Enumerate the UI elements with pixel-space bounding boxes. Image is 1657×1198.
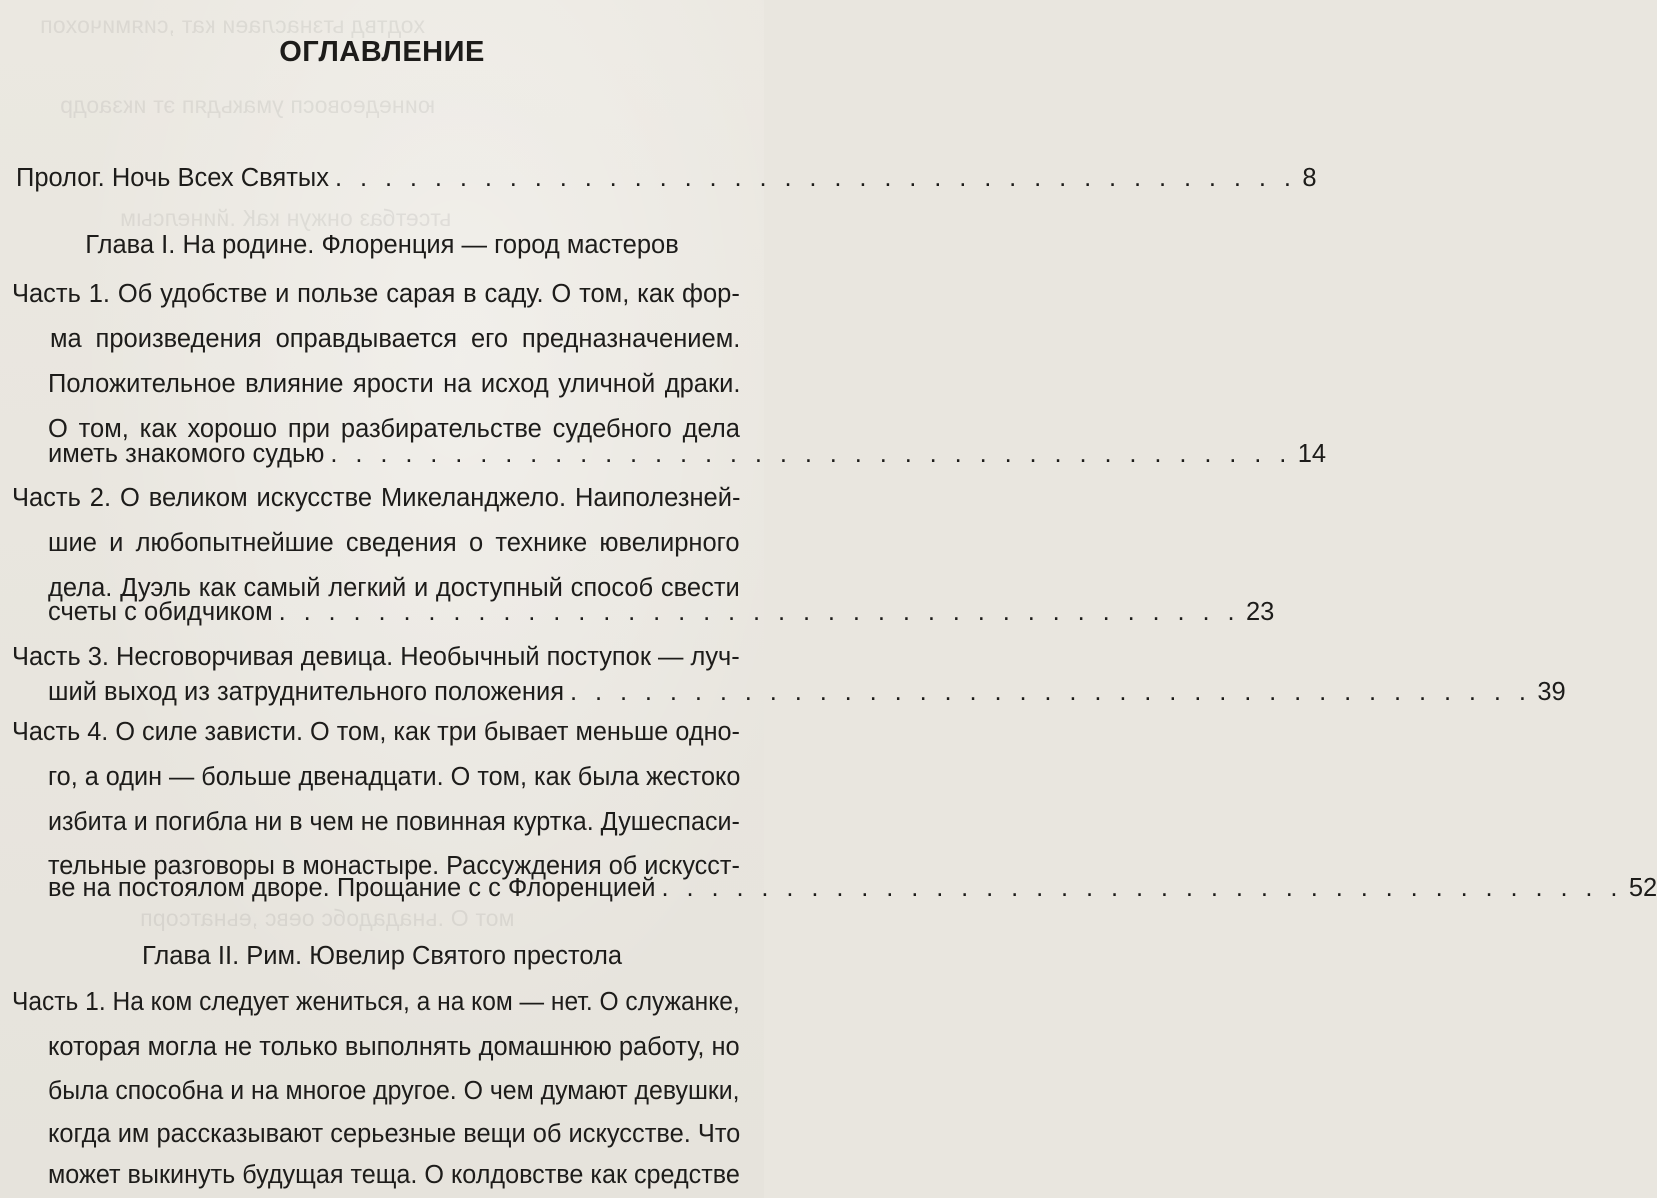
toc-entry-last-line xyxy=(48,678,1566,706)
dot-leader: . . . . . . . . . . . . . . . . . . . . . . . . . . . . . . . . . . . . . . . xyxy=(278,598,1240,626)
toc-entry-line: О том, как хорошо при разбирательстве судебного дела xyxy=(48,415,740,443)
toc-entry-line: была способна и на многое другое. О чем думают девушки, xyxy=(48,1077,740,1105)
page-number: 52 xyxy=(1628,874,1657,902)
toc-entry-line: которая могла не только выполнять домашнюю работу, но xyxy=(48,1033,740,1061)
toc-entry-text: ший выход из затруднительного положения xyxy=(48,678,565,706)
show-through-texture: юинедеовосп умакьдяп эт икзаодр xyxy=(60,92,436,118)
toc-entry-line: ма произведения оправдывается его предназначением. xyxy=(50,325,741,353)
page-title: ОГЛАВЛЕНИЕ xyxy=(279,36,485,68)
toc-entry-text: иметь знакомого судью xyxy=(48,440,325,468)
show-through-texture: ходтвд ьтзнаслаеи кат ,сиямичохоп xyxy=(40,12,425,38)
page-number: 8 xyxy=(1302,164,1317,192)
toc-entry-line: го, а один — больше двенадцати. О том, как была жестоко xyxy=(48,763,741,791)
toc-entry-line: Часть 3. Несговорчивая девица. Необычный поступок — луч- xyxy=(12,643,740,671)
toc-entry-line: когда им рассказывают серьезные вещи об искусстве. Что xyxy=(48,1120,741,1148)
toc-entry-text: Пролог. Ночь Всех Святых xyxy=(16,164,329,192)
show-through-texture: мот О .ьнададобс оевс ,еьнатсорп xyxy=(140,905,515,931)
toc-entry-line: Часть 2. О великом искусстве Микеланджело. Наиполезней- xyxy=(12,484,741,512)
toc-entry-line: тельные разговоры в монастыре. Рассуждения об искусст- xyxy=(48,852,740,880)
toc-entry-line: Положительное влияние ярости на исход уличной драки. xyxy=(48,370,741,398)
toc-entry-line: Часть 1. Об удобстве и пользе сарая в саду. О том, как фор- xyxy=(12,280,740,308)
toc-entry-line: избита и погибла ни в чем не повинная куртка. Душеспаси- xyxy=(48,808,740,836)
page-number: 39 xyxy=(1537,678,1566,706)
page-number: 14 xyxy=(1297,440,1327,468)
dot-leader: . . . . . . . . . . . . . . . . . . . . . . . . . . . . . . . . . . . . . . . xyxy=(330,440,1292,468)
chapter-heading: Глава II. Рим. Ювелир Святого престола xyxy=(141,942,623,970)
toc-entry-prologue[interactable] xyxy=(16,164,1317,192)
toc-entry-line: может выкинуть будущая теща. О колдовстве как средстве xyxy=(48,1161,740,1189)
toc-entry-text: счеты с обидчиком xyxy=(48,598,273,626)
toc-entry-line: Часть 1. На ком следует жениться, а на ком — нет. О служанке, xyxy=(12,988,740,1016)
toc-entry-line: дела. Дуэль как самый легкий и доступный способ свести xyxy=(48,574,740,602)
toc-entry-line: Часть 4. О силе зависти. О том, как три бывает меньше одно- xyxy=(12,718,740,746)
toc-entry-last-line xyxy=(48,440,1327,468)
dot-leader: . . . . . . . . . . . . . . . . . . . . . . . . . . . . . . . . . . . . . . . xyxy=(661,874,1623,902)
toc-entry-last-line xyxy=(48,598,1275,626)
show-through-texture: ьтсетбаз онжун каК .йинелсым xyxy=(120,205,452,231)
dot-leader: . . . . . . . . . . . . . . . . . . . . . . . . . . . . . . . . . . . . . . . xyxy=(570,678,1532,706)
toc-entry-text: ве на постоялом дворе. Прощание с с Флоренцией xyxy=(48,874,656,902)
toc-entry-last-line xyxy=(48,874,1657,902)
page-number: 23 xyxy=(1245,598,1275,626)
toc-entry-line: шие и любопытнейшие сведения о технике ювелирного xyxy=(48,529,740,557)
dot-leader: . . . . . . . . . . . . . . . . . . . . . . . . . . . . . . . . . . . . . . . xyxy=(335,164,1297,192)
chapter-heading: Глава I. На родине. Флоренция — город мастеров xyxy=(85,231,679,259)
